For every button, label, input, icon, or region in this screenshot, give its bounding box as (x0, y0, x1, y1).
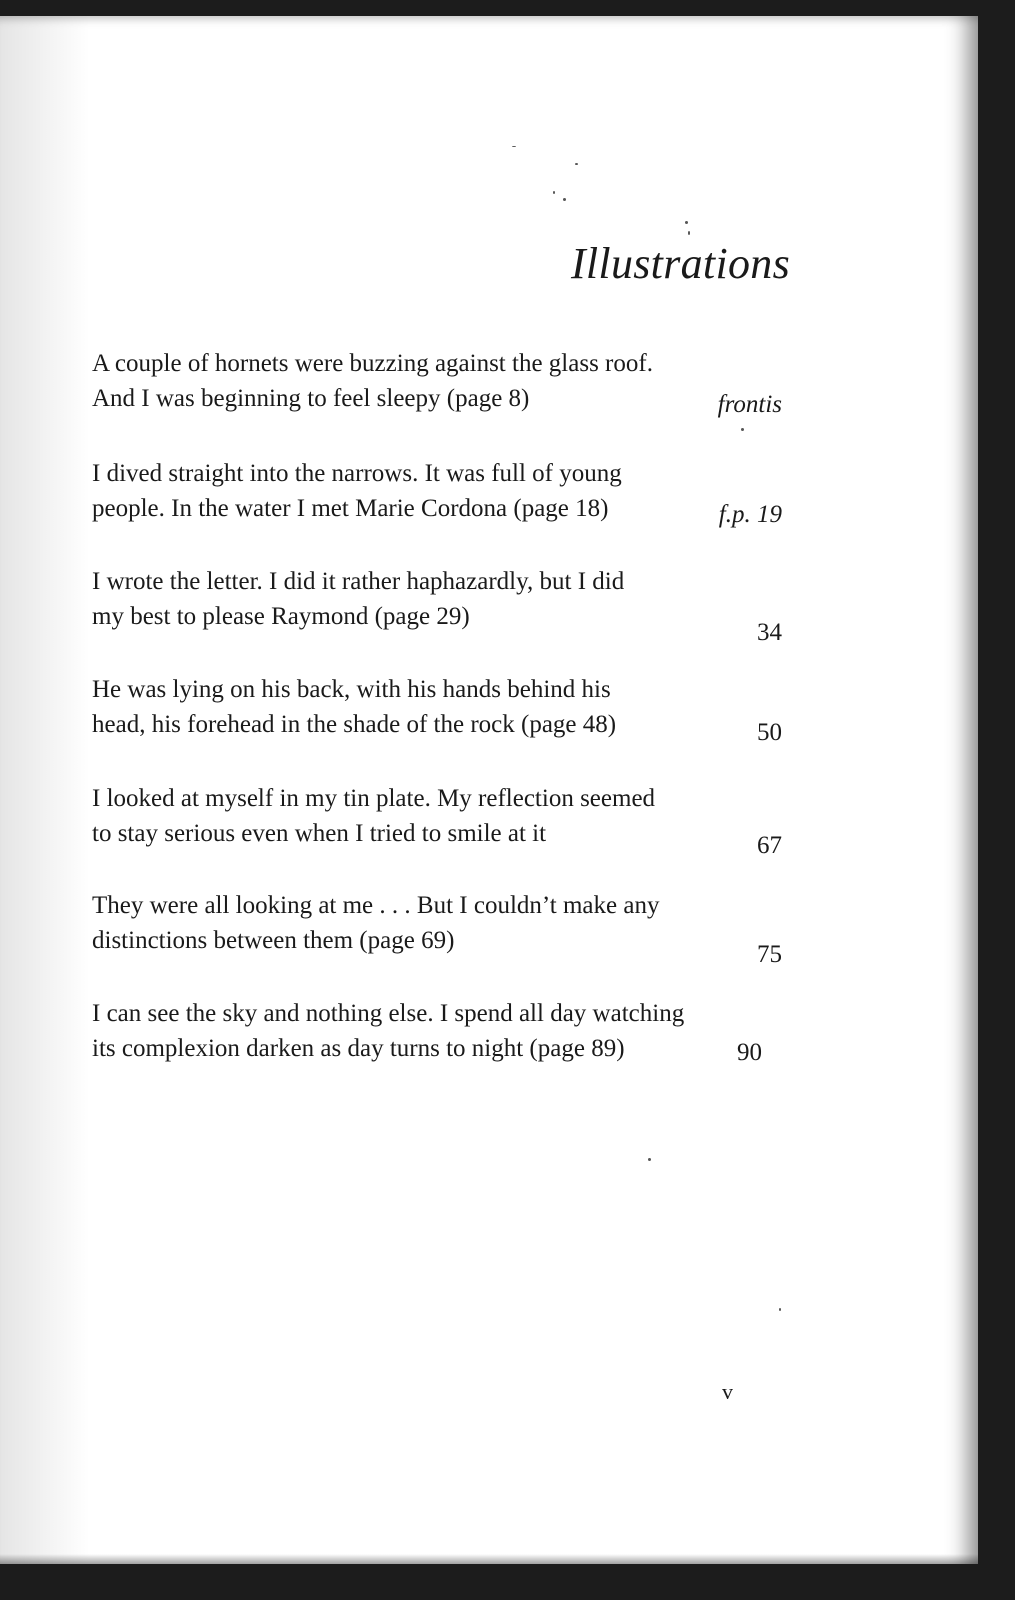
entry-caption (92, 888, 722, 958)
gutter-shadow (0, 16, 90, 1564)
caption-line: I looked at myself in my tin plate. My reflection seemed (92, 785, 656, 812)
page-reference: frontis (717, 391, 782, 418)
illustration-entry (92, 888, 792, 968)
page-reference: 50 (757, 719, 782, 746)
illustration-entry (92, 781, 792, 859)
caption-line: my best to please Raymond (page 29) (92, 603, 470, 630)
illustration-entry (92, 346, 792, 416)
caption-line: He was lying on his back, with his hands behind his (92, 676, 611, 703)
scan-speck (575, 163, 578, 165)
entry-caption (92, 672, 722, 742)
scan-speck (648, 1158, 651, 1161)
scan-speck (563, 198, 566, 201)
illustration-entry (92, 564, 792, 646)
entry-caption (92, 346, 722, 416)
page-reference: 67 (757, 832, 782, 859)
caption-line: its complexion darken as day turns to night (page 89) (92, 1035, 625, 1062)
scan-speck (779, 1308, 781, 1311)
page-reference (719, 497, 782, 532)
entry-caption (92, 564, 722, 634)
page-sheet (0, 16, 978, 1564)
page-reference: 90 (737, 1039, 762, 1066)
scan-speck (512, 146, 516, 147)
caption-line: They were all looking at me . . . But I couldn’t make any (92, 892, 660, 919)
illustration-entry (92, 456, 792, 526)
page-number: v (722, 1379, 733, 1404)
caption-line: head, his forehead in the shade of the rock (page 48) (92, 711, 617, 738)
scan-speck (553, 191, 555, 194)
illustration-entry (92, 996, 792, 1066)
caption-line: to stay serious even when I tried to smile at it (92, 820, 547, 847)
page-bottom-edge (0, 1554, 978, 1564)
entry-caption (92, 781, 722, 851)
page-reference: 75 (757, 941, 782, 968)
caption-line: A couple of hornets were buzzing against the glass roof. (92, 350, 653, 377)
page-reference: 34 (757, 619, 782, 646)
entry-caption (92, 996, 722, 1066)
scan-speck (741, 428, 744, 431)
entry-caption (92, 456, 722, 526)
illustration-entry (92, 672, 792, 746)
page-title: Illustrations (570, 239, 790, 288)
scan-speck (688, 231, 690, 235)
caption-line: I dived straight into the narrows. It was full of young (92, 460, 622, 487)
caption-line: people. In the water I met Marie Cordona (page 18) (92, 495, 609, 522)
page-reference-text: f.p. 19 (718, 501, 782, 528)
caption-line: I can see the sky and nothing else. I spend all day watching (92, 1000, 685, 1027)
caption-line: I wrote the letter. I did it rather haphazardly, but I did (92, 568, 625, 595)
caption-line: And I was beginning to feel sleepy (page 8) (92, 385, 530, 412)
scan-speck (685, 221, 688, 224)
caption-line: distinctions between them (page 69) (92, 927, 455, 954)
